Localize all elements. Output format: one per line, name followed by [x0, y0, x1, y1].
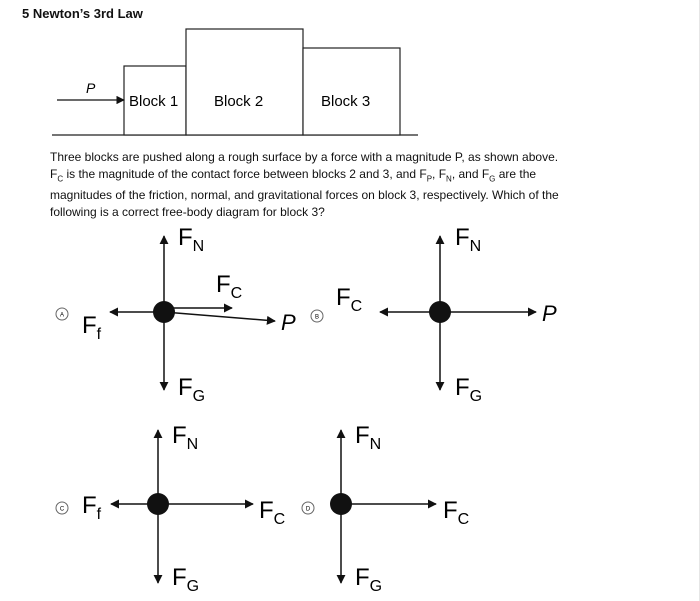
option-a[interactable]: [56, 224, 296, 405]
option-d[interactable]: [302, 422, 469, 595]
page-title: 5 Newton’s 3rd Law: [22, 6, 143, 21]
option-a-body: [153, 301, 175, 323]
option-b-body: [429, 301, 451, 323]
option-b-fc-label: $F_C$: [336, 284, 363, 315]
option-c-fn-label: $F_N$: [172, 422, 199, 453]
option-c-fc-label: $F_C$: [259, 497, 286, 528]
option-a-ff-label: $F_f$: [82, 312, 102, 343]
option-d-body: [330, 493, 352, 515]
option-b-p-label: P: [542, 301, 557, 326]
option-c-fg-label: $F_G$: [172, 564, 200, 595]
option-d-fc-label: $F_C$: [443, 497, 470, 528]
option-b-letter: B: [314, 314, 320, 321]
push-label: P: [86, 80, 96, 96]
option-a-right-arrow: [164, 312, 275, 321]
option-d-letter: D: [305, 506, 311, 513]
option-c-ff-label: $F_f$: [82, 492, 102, 523]
question-line-2: $F_C$ is the magnitude of the contact force between blocks 2 and 3, and $F_P$, $F_N$, and $F_G$ are the: [50, 167, 537, 184]
option-a-fn-label: $F_N$: [178, 224, 205, 255]
option-c-body: [147, 493, 169, 515]
question-line-3: magnitudes of the friction, normal, and gravitational forces on block 3, respectively. Which of the: [50, 188, 559, 203]
option-d-fn-label: $F_N$: [355, 422, 382, 453]
option-b-fg-label: $F_G$: [455, 374, 483, 405]
option-a-fg-label: $F_G$: [178, 374, 206, 405]
question-line-4: following is a correct free-body diagram for block 3?: [50, 205, 325, 220]
block-1-label: Block 1: [129, 93, 179, 110]
option-c-letter: C: [59, 506, 65, 513]
option-a-fc-label: $F_C$: [216, 271, 243, 302]
block-3-label: Block 3: [321, 93, 371, 110]
block-2-label: Block 2: [214, 93, 264, 110]
question-line-1: Three blocks are pushed along a rough surface by a force with a magnitude P, as shown above.: [50, 150, 559, 164]
option-b[interactable]: [311, 224, 557, 405]
option-d-fg-label: $F_G$: [355, 564, 383, 595]
option-a-p-label: P: [281, 310, 296, 335]
option-b-fn-label: $F_N$: [455, 224, 482, 255]
option-a-letter: A: [59, 312, 65, 319]
option-c[interactable]: [56, 422, 285, 595]
